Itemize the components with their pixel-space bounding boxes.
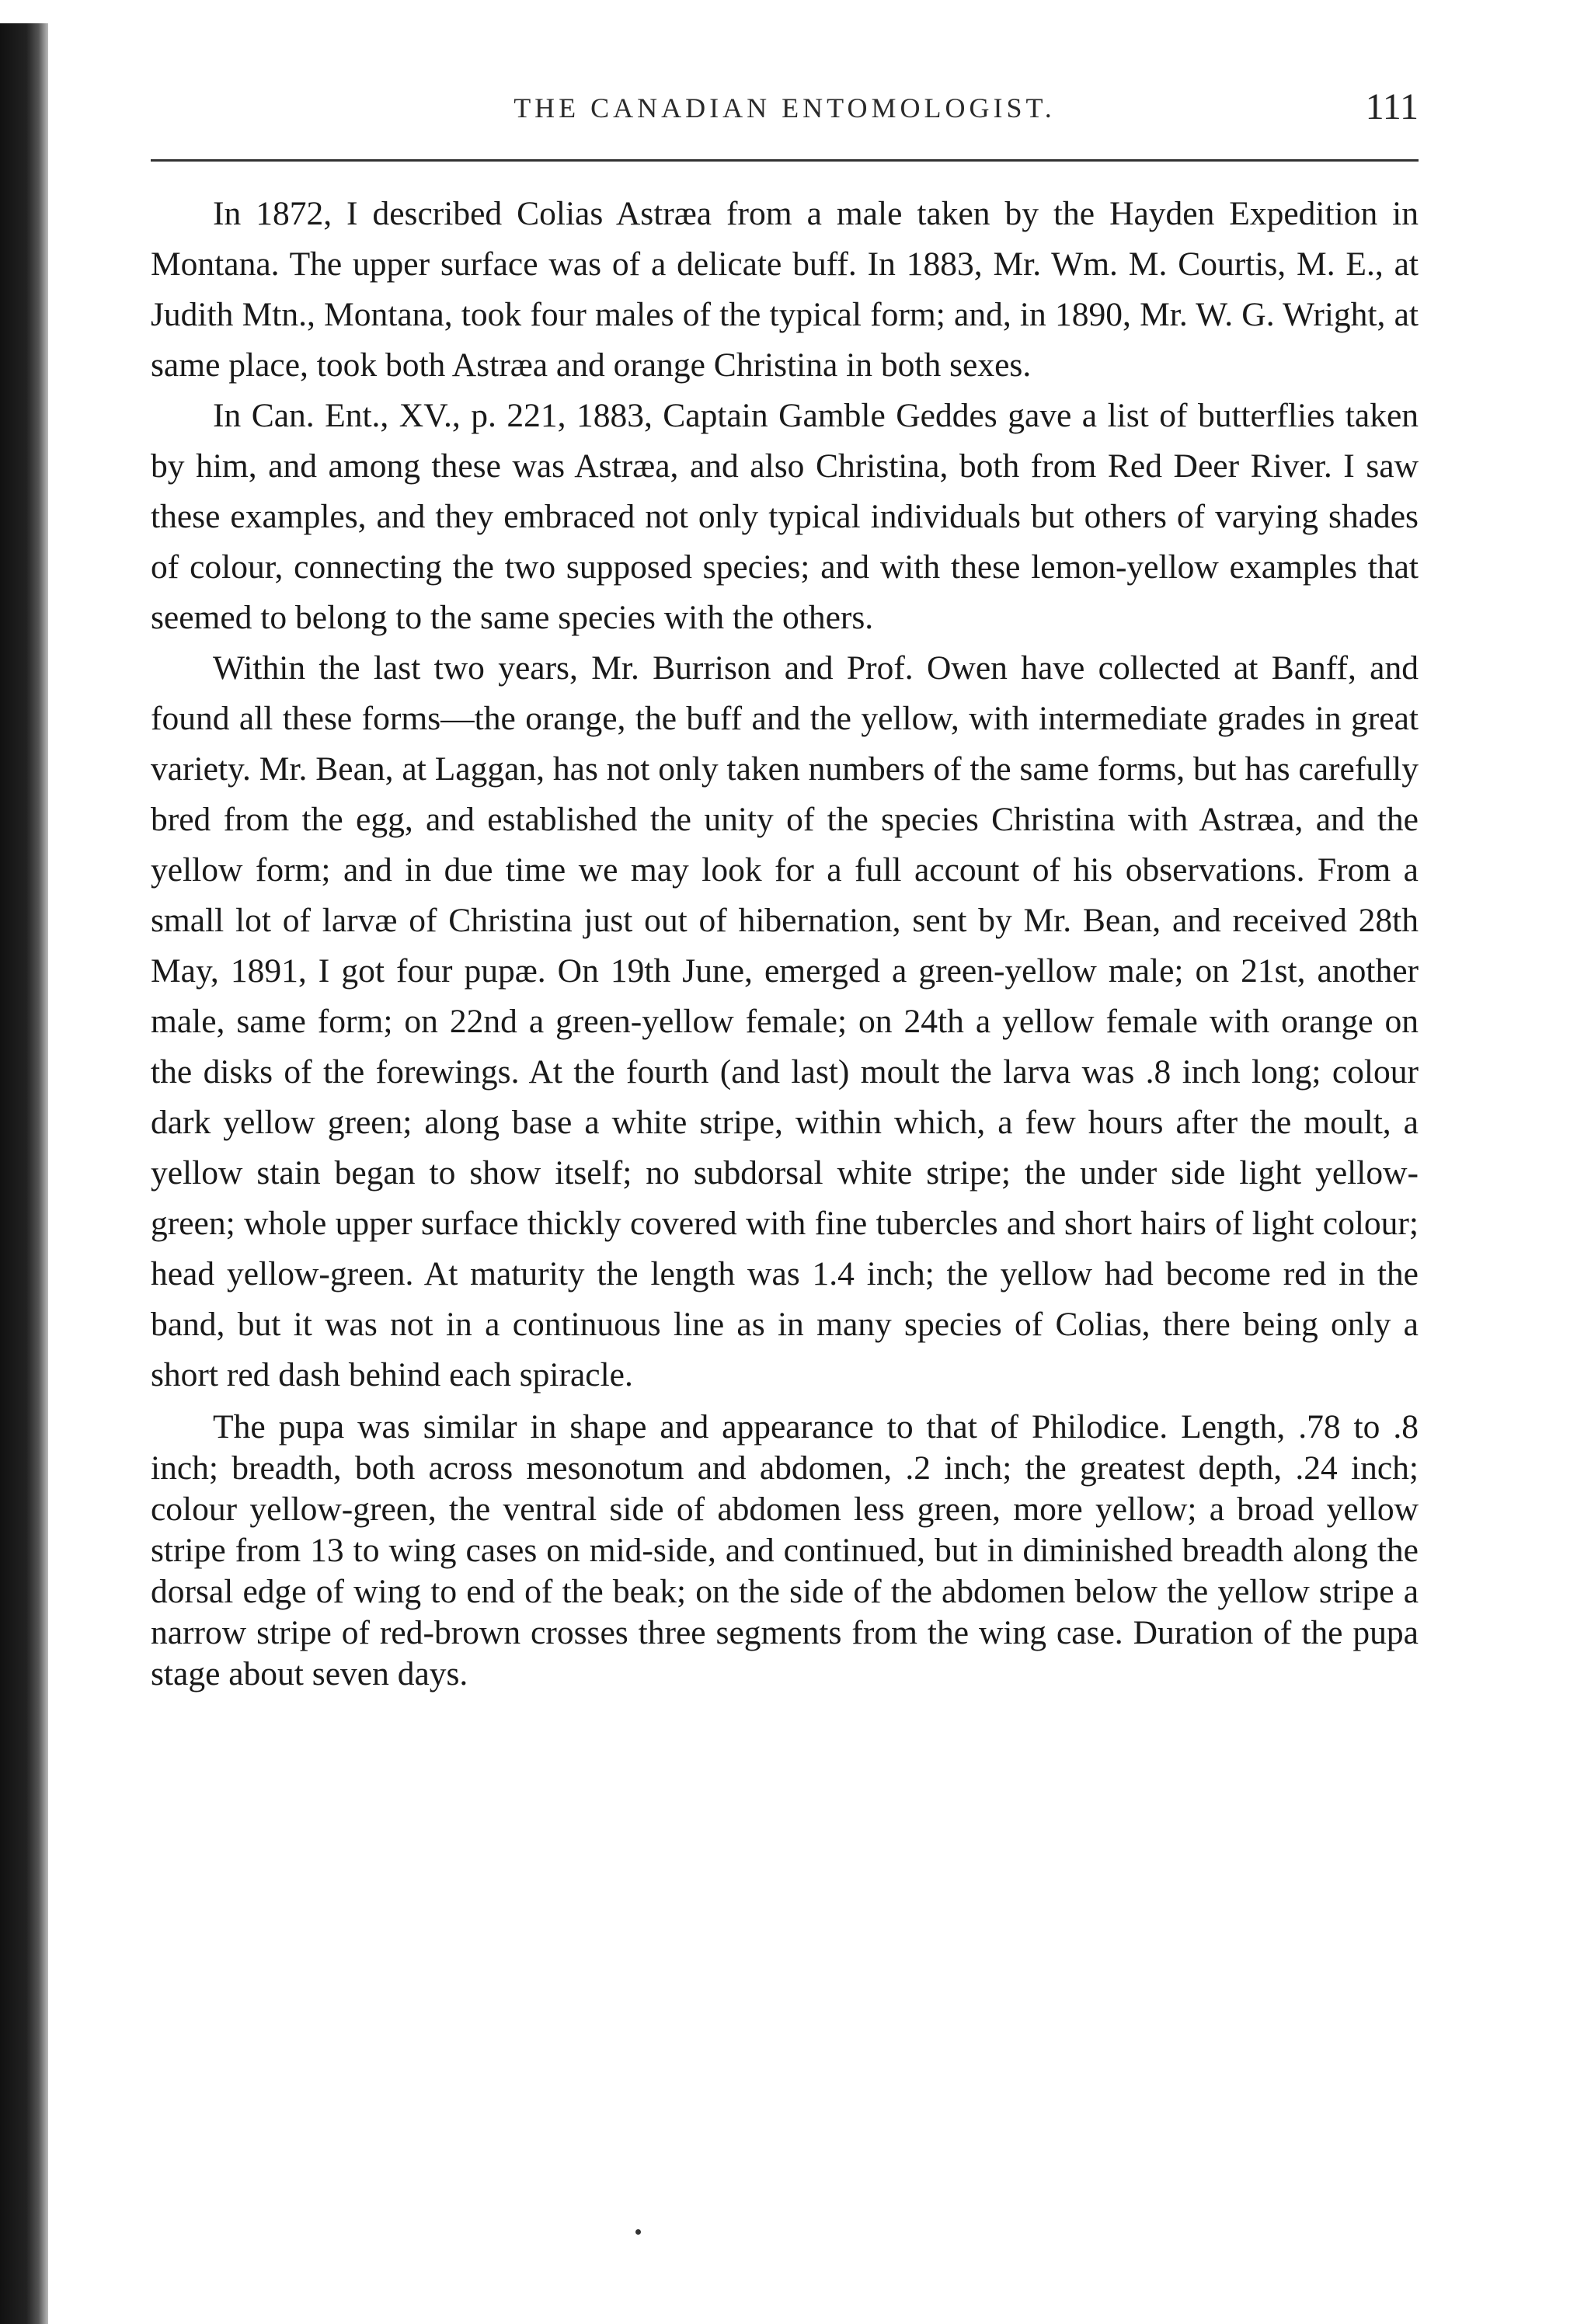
paragraph-colias-astraea: In 1872, I described Colias Astræa from a male taken by the Hayden Expedition in Montana. The upper surface was of a delicate buff. In 1883, Mr. Wm. M. Courtis, M. E., at Judith Mtn., Montana, took four males of the typical form; and, in 1890, Mr. W. G. Wright, at same place, took both Astræa and orange Christina in both sexes. [151,195,1419,384]
tail-dot [635,2229,641,2235]
paragraph-pupa: The pupa was similar in shape and appearance to that of Philodice. Length, .78 to .8 inch; breadth, both across mesonotum and abdomen, .2 inch; the greatest depth, .24 inch; colour yellow-green, the ventral side of abdomen less green, more yellow; a broad yellow stripe from 13 to wing cases on mid-side, and continued, but in diminished breadth along the dorsal edge of wing to end of the beak; on the side of the abdomen below the yellow stripe a narrow stripe of red-brown crosses three segments from the wing case. Duration of the pupa stage about seven days. [151,1408,1419,1693]
page-header [151,85,1419,132]
body-text [151,189,1419,1695]
header-rule [151,159,1419,162]
running-title: THE CANADIAN ENTOMOLOGIST. [513,92,1056,124]
paragraph-geddes-list: In Can. Ent., XV., p. 221, 1883, Captain Gamble Geddes gave a list of butterflies taken by him, and among these was Astræa, and also Christina, both from Red Deer River. I saw these examples, and they embraced not only typical individuals but others of varying shades of colour, connecting the two supposed species; and with these lemon-yellow examples that seemed to belong to the same species with the others. [151,397,1419,636]
paragraph-banff-laggan: Within the last two years, Mr. Burrison and Prof. Owen have collected at Banff, and found all these forms—the orange, the buff and the yellow, with intermediate grades in great variety. Mr. Bean, at Laggan, has not only taken numbers of the same forms, but has carefully bred from the egg, and established the unity of the species Christina with Astræa, and the yellow form; and in due time we may look for a full account of his observations. From a small lot of larvæ of Christina just out of hibernation, sent by Mr. Bean, and received 28th May, 1891, I got four pupæ. On 19th June, emerged a green-yellow male; on 21st, another male, same form; on 22nd a green-yellow female; on 24th a yellow female with orange on the disks of the forewings. At the fourth (and last) moult the larva was .8 inch long; colour dark yellow green; along base a white stripe, within which, a few hours after the moult, a yellow stain began to show itself; no subdorsal white stripe; the under side light yellow-green; whole upper surface thickly covered with fine tubercles and short hairs of light colour; head yellow-green. At maturity the length was 1.4 inch; the yellow had become red in the band, but it was not in a continuous line as in many species of Colias, there being only a short red dash behind each spiracle. [151,649,1419,1393]
page-number: 111 [1365,86,1419,127]
binding-edge [0,23,48,2324]
